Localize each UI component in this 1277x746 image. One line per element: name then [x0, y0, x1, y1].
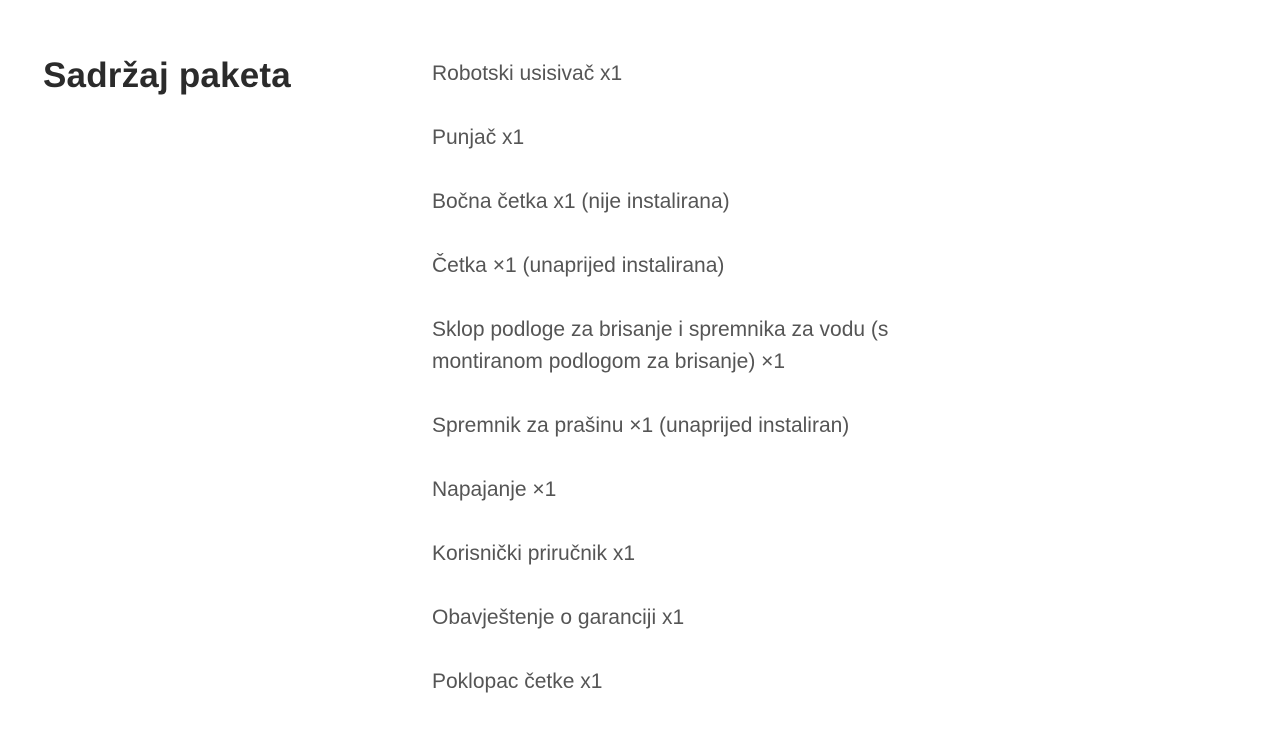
list-item-dust-bin: Spremnik za prašinu ×1 (unaprijed instaliran) — [432, 414, 850, 437]
list-item-warranty-notice: Obavještenje o garanciji x1 — [432, 606, 685, 629]
list-item-main-brush: Četka ×1 (unaprijed instalirana) — [432, 254, 725, 277]
list-item-power-supply: Napajanje ×1 — [432, 478, 557, 501]
section-title: Sadržaj paketa — [43, 56, 291, 95]
list-item-brush-cover: Poklopac četke x1 — [432, 670, 603, 693]
list-item-user-manual: Korisnički priručnik x1 — [432, 542, 636, 565]
package-contents-list — [432, 58, 992, 698]
list-item-side-brush: Bočna četka x1 (nije instalirana) — [432, 190, 730, 213]
list-item-robot-vacuum: Robotski usisivač x1 — [432, 62, 623, 85]
list-item-mop-water-tank: Sklop podloge za brisanje i spremnika za vodu (s montiranom podlogom za brisanje) ×1 — [432, 318, 889, 373]
list-item-charger: Punjač x1 — [432, 126, 525, 149]
